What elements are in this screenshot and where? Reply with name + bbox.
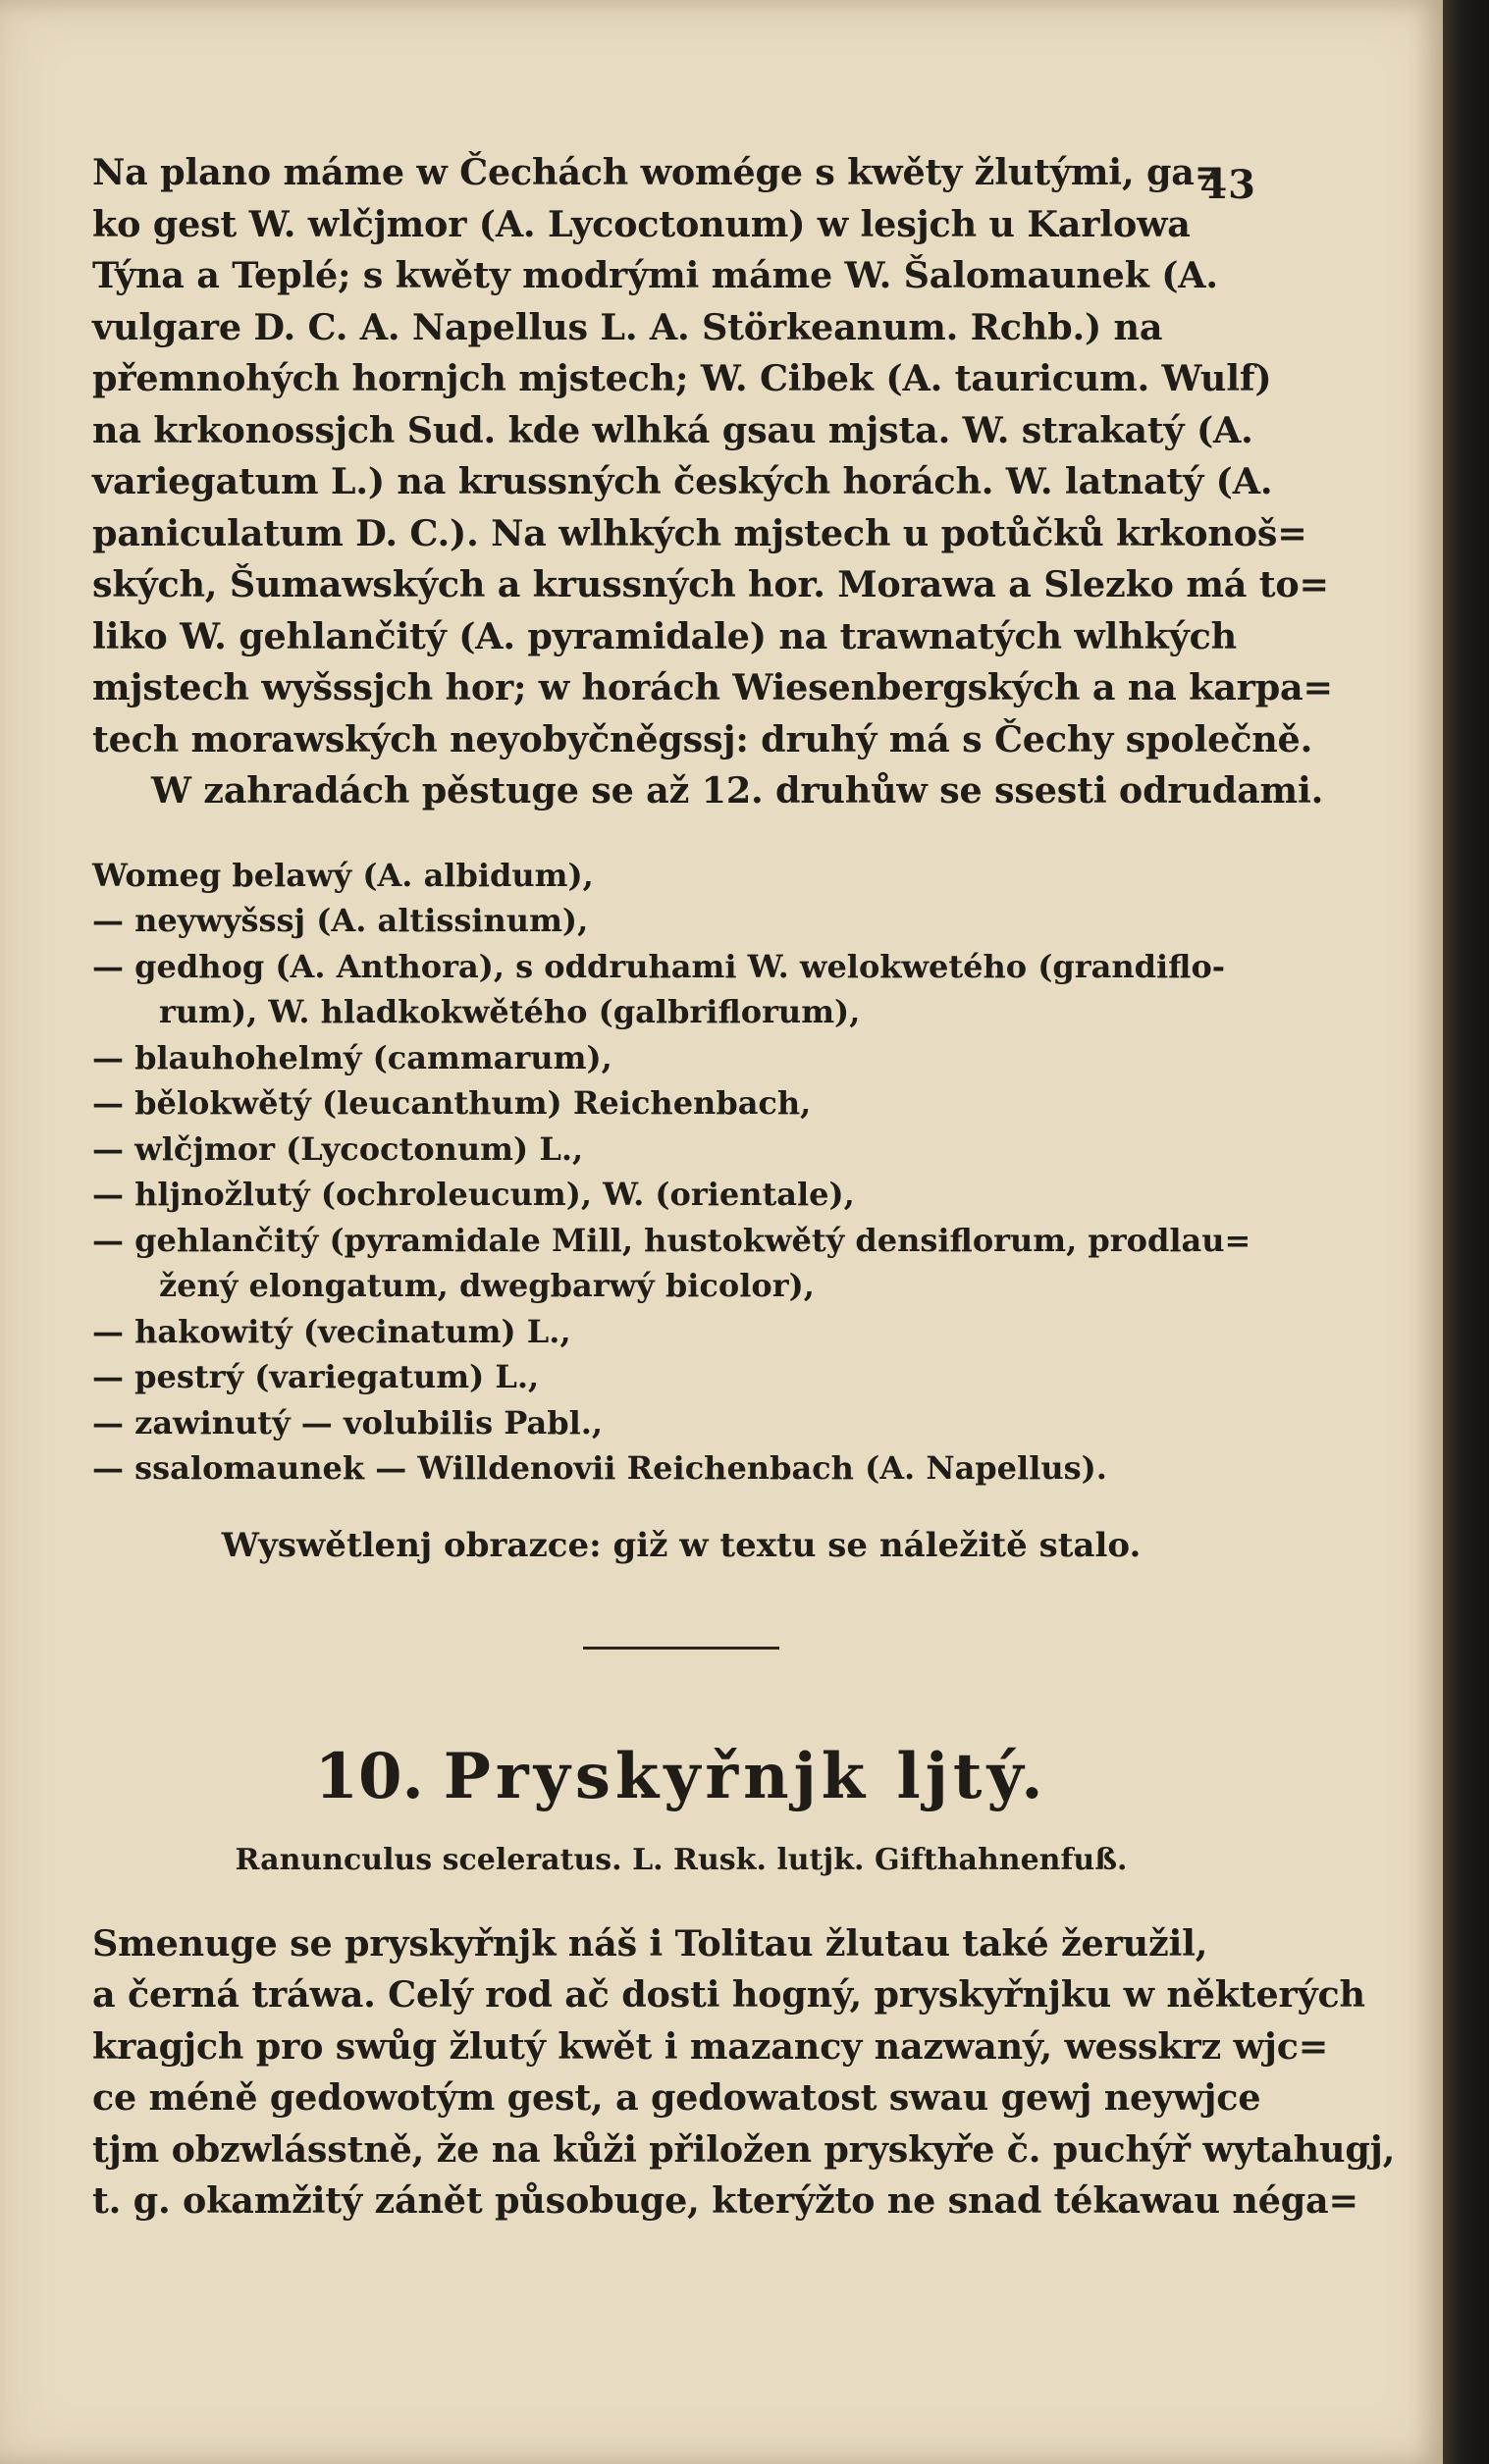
paragraph-ranunculus-description xyxy=(92,1918,1396,2228)
text-line: vulgare D. C. A. Napellus L. A. Störkeanum. Rchb.) na xyxy=(92,305,1163,348)
text-line: na krkonossjch Sud. kde wlhká gsau mjsta. W. strakatý (A. xyxy=(92,408,1253,451)
species-names-subheading: Ranunculus sceleratus. L. Rusk. lutjk. Gifthahnenfuß. xyxy=(235,1842,1128,1877)
list-item: — zawinutý — volubilis Pabl., xyxy=(92,1403,604,1442)
list-item: — blauhohelmý (cammarum), xyxy=(92,1038,612,1076)
text-line: kragjch pro swůg žlutý kwět i mazancy nazwaný, wesskrz wjc= xyxy=(92,2024,1329,2068)
text-line: přemnohých hornjch mjstech; W. Cibek (A. tauricum. Wulf) xyxy=(92,357,1272,399)
list-item: — hakowitý (vecinatum) L., xyxy=(92,1312,571,1350)
list-item-continuation: rum), W. hladkokwětého (galbriflorum), xyxy=(159,993,861,1030)
list-item: — wlčjmor (Lycoctonum) L., xyxy=(92,1129,584,1168)
text-line: Týna a Teplé; s kwěty modrými máme W. Šalomaunek (A. xyxy=(92,254,1218,296)
list-item: — gedhog (A. Anthora), s oddruhami W. welokwetého (grandiflo- xyxy=(92,947,1226,985)
section-heading xyxy=(92,1738,1270,1816)
text-line: Na plano máme w Čechách womége s kwěty žlutými, ga= xyxy=(92,151,1225,193)
text-line: ko gest W. wlčjmor (A. Lycoctonum) w lesjch u Karlowa xyxy=(92,202,1191,245)
text-line: W zahradách pěstuge se až 12. druhůw se ssesti odrudami. xyxy=(151,769,1324,812)
text-line: liko W. gehlančitý (A. pyramidale) na trawnatých wlhkých xyxy=(92,614,1237,657)
list-item-continuation: žený elongatum, dwegbarwý bicolor), xyxy=(159,1267,815,1304)
book-spine-edge xyxy=(1443,0,1489,2464)
list-item: — hljnožlutý (ochroleucum), W. (orientale), xyxy=(92,1176,855,1213)
section-title: Pryskyřnjk ljtý. xyxy=(443,1739,1048,1813)
list-item: — pestrý (variegatum) L., xyxy=(92,1358,540,1395)
text-line: paniculatum D. C.). Na wlhkých mjstech u potůčků krkonoš= xyxy=(92,511,1307,554)
list-item: — neywyšssj (A. altissinum), xyxy=(92,902,589,939)
text-line: tech morawských neyobyčněgssj: druhý má s Čechy společně. xyxy=(92,717,1313,760)
page-content xyxy=(92,147,1396,2228)
text-line: t. g. okamžitý zánět působuge, kterýžto ne snad tékawau néga= xyxy=(92,2179,1358,2222)
list-item: Womeg belawý (A. albidum), xyxy=(92,856,594,894)
section-divider xyxy=(583,1647,779,1650)
text-line: ských, Šumawských a krussných hor. Morawa a Slezko má to= xyxy=(92,563,1329,605)
section-number: 10. xyxy=(314,1739,424,1813)
list-item: — bělokwětý (leucanthum) Reichenbach, xyxy=(92,1084,812,1122)
paragraph-aconitum-distribution xyxy=(92,147,1333,817)
list-item: — ssalomaunek — Willdenovii Reichenbach (A. Napellus). xyxy=(92,1449,1107,1487)
species-list xyxy=(92,853,1270,1492)
text-line: ce méně gedowotým gest, a gedowatost swau gewj neywjce xyxy=(92,2076,1261,2119)
text-line: a černá tráwa. Celý rod ač dosti hogný, pryskyřnjku w některých xyxy=(92,1973,1365,2016)
text-line: variegatum L.) na krussných českých horách. W. latnatý (A. xyxy=(92,460,1273,502)
page-number: 43 xyxy=(1199,162,1256,208)
text-line: Smenuge se pryskyřnjk náš i Tolitau žlutau také žeružil, xyxy=(92,1921,1208,1965)
text-line: tjm obzwlásstně, že na kůži přiložen pryskyře č. puchýř wytahugj, xyxy=(92,2127,1396,2171)
text-line: mjstech wyšssjch hor; w horách Wiesenbergských a na karpa= xyxy=(92,666,1333,708)
figure-explanation: Wyswětlenj obrazce: giž w textu se náležitě stalo. xyxy=(221,1525,1142,1565)
list-item: — gehlančitý (pyramidale Mill, hustokwětý densiflorum, prodlau= xyxy=(92,1221,1251,1259)
